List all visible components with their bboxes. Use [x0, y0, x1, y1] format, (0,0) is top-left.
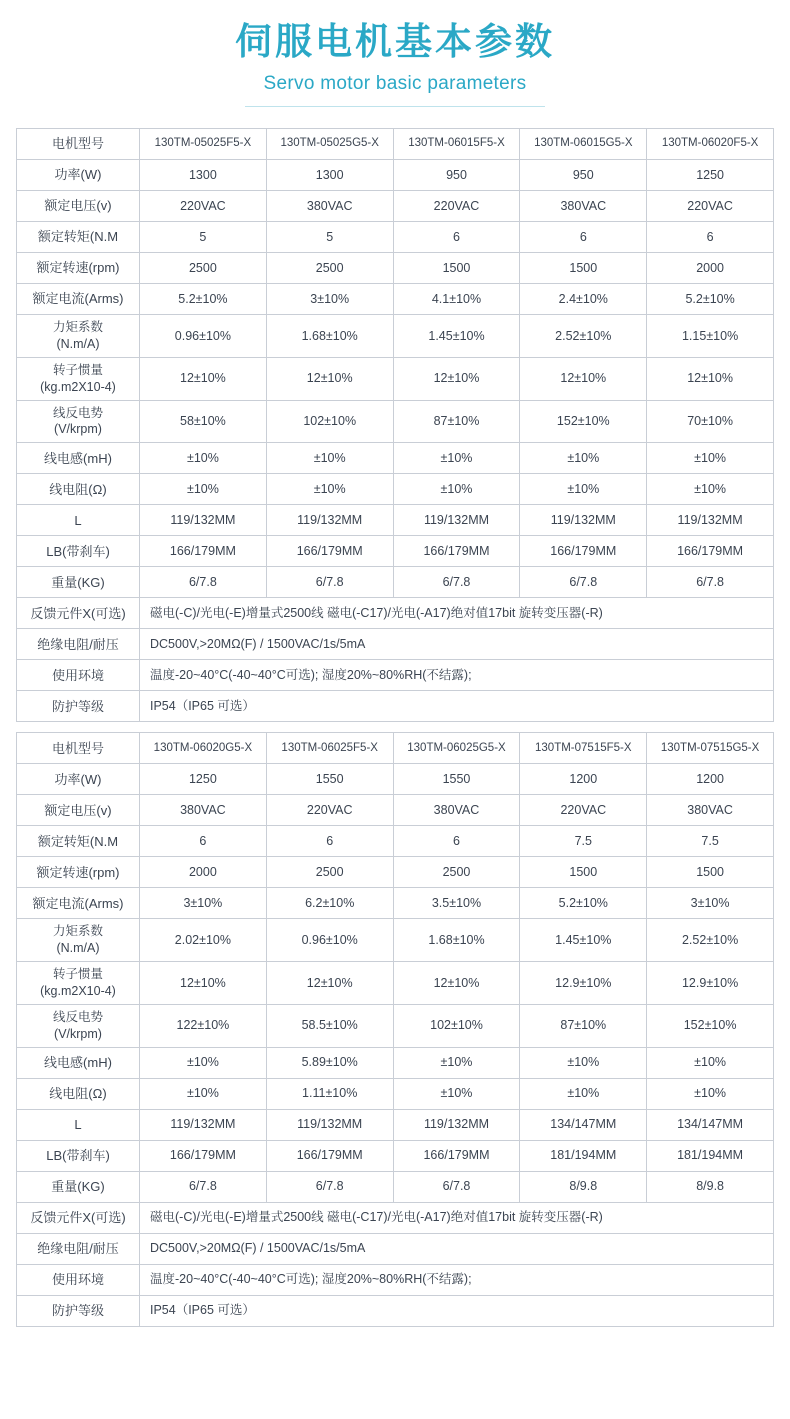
- cell-inductance-2: 5.89±10%: [266, 1047, 393, 1078]
- cell-inductance-3: ±10%: [393, 1047, 520, 1078]
- cell-current-5: 3±10%: [647, 888, 774, 919]
- cell-inertia-4: 12±10%: [520, 357, 647, 400]
- row-label-line-1: 线反电势: [52, 405, 103, 420]
- cell-voltage-5: 220VAC: [647, 191, 774, 222]
- cell-model-5: 130TM-06020F5-X: [647, 129, 774, 160]
- cell-power-2: 1300: [266, 160, 393, 191]
- cell-voltage-4: 380VAC: [520, 191, 647, 222]
- row-label-line-2: (kg.m2X10-4): [40, 983, 116, 998]
- row-label-weight: 重量(KG): [17, 567, 140, 598]
- cell-model-3: 130TM-06015F5-X: [393, 129, 520, 160]
- row-label-torque-coefficient: [17, 919, 140, 962]
- cell-torque-coef-3: 1.45±10%: [393, 315, 520, 358]
- cell-length-brake-5: 166/179MM: [647, 536, 774, 567]
- cell-weight-2: 6/7.8: [266, 1171, 393, 1202]
- cell-current-3: 3.5±10%: [393, 888, 520, 919]
- row-label-line-2: (V/krpm): [54, 422, 102, 437]
- table-row: [17, 691, 774, 722]
- cell-insulation: DC500V,>20MΩ(F) / 1500VAC/1s/5mA: [140, 1233, 774, 1264]
- page-title-en: Servo motor basic parameters: [263, 73, 527, 95]
- cell-current-5: 5.2±10%: [647, 284, 774, 315]
- cell-feedback: 磁电(-C)/光电(-E)增量式2500线 磁电(-C17)/光电(-A17)绝对值17bit 旋转变压器(-R): [140, 598, 774, 629]
- cell-length-2: 119/132MM: [266, 505, 393, 536]
- cell-resistance-3: ±10%: [393, 1078, 520, 1109]
- cell-length-5: 134/147MM: [647, 1109, 774, 1140]
- cell-torque-5: 7.5: [647, 826, 774, 857]
- cell-inertia-1: 12±10%: [140, 357, 267, 400]
- cell-resistance-4: ±10%: [520, 1078, 647, 1109]
- cell-weight-4: 8/9.8: [520, 1171, 647, 1202]
- row-label-line-2: (V/krpm): [54, 1026, 102, 1041]
- row-label-environment: 使用环境: [17, 1264, 140, 1295]
- cell-torque-coef-2: 1.68±10%: [266, 315, 393, 358]
- row-label-insulation: 绝缘电阻/耐压: [17, 629, 140, 660]
- cell-weight-1: 6/7.8: [140, 1171, 267, 1202]
- cell-length-1: 119/132MM: [140, 1109, 267, 1140]
- cell-length-brake-5: 181/194MM: [647, 1140, 774, 1171]
- table-row: [17, 962, 774, 1005]
- cell-power-3: 950: [393, 160, 520, 191]
- cell-bemf-1: 58±10%: [140, 400, 267, 443]
- cell-voltage-1: 220VAC: [140, 191, 267, 222]
- table-row: [17, 536, 774, 567]
- table-row: [17, 191, 774, 222]
- row-label-insulation: 绝缘电阻/耐压: [17, 1233, 140, 1264]
- row-label-line-2: (N.m/A): [56, 336, 100, 351]
- row-label-model: 电机型号: [17, 733, 140, 764]
- cell-current-1: 3±10%: [140, 888, 267, 919]
- table-row: [17, 400, 774, 443]
- row-label-model: 电机型号: [17, 129, 140, 160]
- cell-voltage-5: 380VAC: [647, 795, 774, 826]
- table-row: [17, 1233, 774, 1264]
- cell-inertia-4: 12.9±10%: [520, 962, 647, 1005]
- table-row: [17, 1140, 774, 1171]
- table-row: [17, 826, 774, 857]
- row-label-line-2: (N.m/A): [56, 941, 100, 956]
- cell-torque-coef-3: 1.68±10%: [393, 919, 520, 962]
- row-label-torque-coefficient: [17, 315, 140, 358]
- cell-power-1: 1300: [140, 160, 267, 191]
- cell-resistance-1: ±10%: [140, 474, 267, 505]
- table-row: [17, 1171, 774, 1202]
- cell-torque-1: 5: [140, 222, 267, 253]
- cell-length-5: 119/132MM: [647, 505, 774, 536]
- cell-length-2: 119/132MM: [266, 1109, 393, 1140]
- table-row: [17, 919, 774, 962]
- cell-inertia-2: 12±10%: [266, 357, 393, 400]
- cell-torque-1: 6: [140, 826, 267, 857]
- cell-torque-coef-5: 1.15±10%: [647, 315, 774, 358]
- spec-table-1: [16, 128, 774, 722]
- table-row: [17, 1264, 774, 1295]
- cell-speed-5: 1500: [647, 857, 774, 888]
- cell-length-brake-2: 166/179MM: [266, 1140, 393, 1171]
- table-row: [17, 1295, 774, 1326]
- cell-speed-4: 1500: [520, 253, 647, 284]
- row-label-bemf: [17, 1004, 140, 1047]
- table-row: [17, 284, 774, 315]
- table-row: [17, 660, 774, 691]
- cell-torque-coef-5: 2.52±10%: [647, 919, 774, 962]
- cell-resistance-4: ±10%: [520, 474, 647, 505]
- cell-bemf-5: 152±10%: [647, 1004, 774, 1047]
- cell-current-1: 5.2±10%: [140, 284, 267, 315]
- row-label-line-1: 转子惯量: [52, 967, 103, 982]
- cell-length-brake-2: 166/179MM: [266, 536, 393, 567]
- table-row: [17, 1202, 774, 1233]
- cell-model-5: 130TM-07515G5-X: [647, 733, 774, 764]
- row-label-line-2: (kg.m2X10-4): [40, 379, 116, 394]
- cell-insulation: DC500V,>20MΩ(F) / 1500VAC/1s/5mA: [140, 629, 774, 660]
- table-row: [17, 253, 774, 284]
- cell-model-2: 130TM-05025G5-X: [266, 129, 393, 160]
- table-row: [17, 795, 774, 826]
- cell-inertia-3: 12±10%: [393, 962, 520, 1005]
- cell-weight-3: 6/7.8: [393, 1171, 520, 1202]
- row-label-length: L: [17, 1109, 140, 1140]
- cell-inertia-1: 12±10%: [140, 962, 267, 1005]
- cell-torque-coef-1: 2.02±10%: [140, 919, 267, 962]
- page-title-cn: 伺服电机基本参数: [235, 21, 555, 62]
- cell-weight-5: 6/7.8: [647, 567, 774, 598]
- cell-length-brake-4: 181/194MM: [520, 1140, 647, 1171]
- cell-torque-2: 5: [266, 222, 393, 253]
- title-divider: [245, 106, 545, 107]
- spec-table-2: [16, 732, 774, 1326]
- cell-protection: IP54（IP65 可选）: [140, 691, 774, 722]
- cell-length-brake-4: 166/179MM: [520, 536, 647, 567]
- cell-power-4: 950: [520, 160, 647, 191]
- cell-power-1: 1250: [140, 764, 267, 795]
- row-label-power: 功率(W): [17, 160, 140, 191]
- cell-inductance-1: ±10%: [140, 443, 267, 474]
- cell-torque-5: 6: [647, 222, 774, 253]
- cell-length-brake-3: 166/179MM: [393, 1140, 520, 1171]
- cell-inductance-3: ±10%: [393, 443, 520, 474]
- cell-bemf-5: 70±10%: [647, 400, 774, 443]
- cell-resistance-3: ±10%: [393, 474, 520, 505]
- cell-power-5: 1250: [647, 160, 774, 191]
- table-row: [17, 567, 774, 598]
- row-label-protection: 防护等级: [17, 691, 140, 722]
- cell-weight-3: 6/7.8: [393, 567, 520, 598]
- cell-current-4: 2.4±10%: [520, 284, 647, 315]
- row-label-inductance: 线电感(mH): [17, 1047, 140, 1078]
- table-row: [17, 160, 774, 191]
- table-row: [17, 357, 774, 400]
- cell-inductance-4: ±10%: [520, 1047, 647, 1078]
- cell-bemf-2: 102±10%: [266, 400, 393, 443]
- cell-resistance-5: ±10%: [647, 474, 774, 505]
- cell-torque-2: 6: [266, 826, 393, 857]
- cell-inductance-1: ±10%: [140, 1047, 267, 1078]
- cell-speed-4: 1500: [520, 857, 647, 888]
- cell-voltage-1: 380VAC: [140, 795, 267, 826]
- cell-torque-coef-4: 2.52±10%: [520, 315, 647, 358]
- row-label-line-1: 线反电势: [52, 1009, 103, 1024]
- table-row: [17, 1047, 774, 1078]
- cell-current-3: 4.1±10%: [393, 284, 520, 315]
- table-row: [17, 474, 774, 505]
- cell-speed-1: 2500: [140, 253, 267, 284]
- row-label-line-1: 力矩系数: [52, 924, 103, 939]
- cell-bemf-1: 122±10%: [140, 1004, 267, 1047]
- table-row: [17, 505, 774, 536]
- cell-resistance-2: 1.11±10%: [266, 1078, 393, 1109]
- row-label-line-1: 转子惯量: [52, 362, 103, 377]
- cell-length-4: 119/132MM: [520, 505, 647, 536]
- cell-torque-coef-4: 1.45±10%: [520, 919, 647, 962]
- cell-bemf-2: 58.5±10%: [266, 1004, 393, 1047]
- row-label-resistance: 线电阻(Ω): [17, 1078, 140, 1109]
- cell-length-brake-1: 166/179MM: [140, 536, 267, 567]
- table-row: [17, 764, 774, 795]
- page-header: [16, 0, 774, 107]
- row-label-torque: 额定转矩(N.M: [17, 826, 140, 857]
- table-row: [17, 888, 774, 919]
- cell-inertia-5: 12.9±10%: [647, 962, 774, 1005]
- cell-power-3: 1550: [393, 764, 520, 795]
- cell-model-4: 130TM-06015G5-X: [520, 129, 647, 160]
- table-row: [17, 1004, 774, 1047]
- row-label-weight: 重量(KG): [17, 1171, 140, 1202]
- cell-length-3: 119/132MM: [393, 1109, 520, 1140]
- table-row: [17, 629, 774, 660]
- cell-voltage-3: 220VAC: [393, 191, 520, 222]
- row-label-bemf: [17, 400, 140, 443]
- cell-weight-2: 6/7.8: [266, 567, 393, 598]
- row-label-speed: 额定转速(rpm): [17, 253, 140, 284]
- cell-torque-coef-1: 0.96±10%: [140, 315, 267, 358]
- table-row: [17, 598, 774, 629]
- cell-voltage-3: 380VAC: [393, 795, 520, 826]
- table-row: [17, 733, 774, 764]
- cell-inertia-2: 12±10%: [266, 962, 393, 1005]
- table-row: [17, 315, 774, 358]
- row-label-length: L: [17, 505, 140, 536]
- cell-length-brake-3: 166/179MM: [393, 536, 520, 567]
- table-row: [17, 1109, 774, 1140]
- cell-length-brake-1: 166/179MM: [140, 1140, 267, 1171]
- cell-length-3: 119/132MM: [393, 505, 520, 536]
- cell-inductance-5: ±10%: [647, 1047, 774, 1078]
- cell-speed-3: 1500: [393, 253, 520, 284]
- cell-current-2: 3±10%: [266, 284, 393, 315]
- cell-bemf-3: 102±10%: [393, 1004, 520, 1047]
- cell-inertia-5: 12±10%: [647, 357, 774, 400]
- cell-inductance-5: ±10%: [647, 443, 774, 474]
- row-label-current: 额定电流(Arms): [17, 888, 140, 919]
- row-label-environment: 使用环境: [17, 660, 140, 691]
- row-label-voltage: 额定电压(v): [17, 191, 140, 222]
- table-row: [17, 222, 774, 253]
- cell-weight-5: 8/9.8: [647, 1171, 774, 1202]
- cell-resistance-5: ±10%: [647, 1078, 774, 1109]
- table-row: [17, 1078, 774, 1109]
- row-label-inertia: [17, 962, 140, 1005]
- table-row: [17, 857, 774, 888]
- row-label-current: 额定电流(Arms): [17, 284, 140, 315]
- cell-bemf-3: 87±10%: [393, 400, 520, 443]
- cell-voltage-2: 220VAC: [266, 795, 393, 826]
- cell-torque-4: 6: [520, 222, 647, 253]
- cell-protection: IP54（IP65 可选）: [140, 1295, 774, 1326]
- cell-model-4: 130TM-07515F5-X: [520, 733, 647, 764]
- row-label-length-brake: LB(带刹车): [17, 1140, 140, 1171]
- cell-inertia-3: 12±10%: [393, 357, 520, 400]
- row-label-feedback: 反馈元件X(可选): [17, 598, 140, 629]
- cell-environment: 温度-20~40°C(-40~40°C可选); 湿度20%~80%RH(不结露);: [140, 1264, 774, 1295]
- cell-model-1: 130TM-05025F5-X: [140, 129, 267, 160]
- row-label-power: 功率(W): [17, 764, 140, 795]
- cell-model-3: 130TM-06025G5-X: [393, 733, 520, 764]
- row-label-resistance: 线电阻(Ω): [17, 474, 140, 505]
- cell-speed-5: 2000: [647, 253, 774, 284]
- row-label-protection: 防护等级: [17, 1295, 140, 1326]
- cell-bemf-4: 87±10%: [520, 1004, 647, 1047]
- cell-current-4: 5.2±10%: [520, 888, 647, 919]
- cell-model-2: 130TM-06025F5-X: [266, 733, 393, 764]
- cell-power-4: 1200: [520, 764, 647, 795]
- cell-inductance-4: ±10%: [520, 443, 647, 474]
- cell-torque-coef-2: 0.96±10%: [266, 919, 393, 962]
- cell-power-2: 1550: [266, 764, 393, 795]
- cell-speed-1: 2000: [140, 857, 267, 888]
- cell-power-5: 1200: [647, 764, 774, 795]
- row-label-feedback: 反馈元件X(可选): [17, 1202, 140, 1233]
- row-label-inductance: 线电感(mH): [17, 443, 140, 474]
- cell-weight-1: 6/7.8: [140, 567, 267, 598]
- table-row: [17, 129, 774, 160]
- cell-resistance-1: ±10%: [140, 1078, 267, 1109]
- cell-current-2: 6.2±10%: [266, 888, 393, 919]
- row-label-line-1: 力矩系数: [52, 320, 103, 335]
- cell-torque-4: 7.5: [520, 826, 647, 857]
- row-label-length-brake: LB(带刹车): [17, 536, 140, 567]
- cell-inductance-2: ±10%: [266, 443, 393, 474]
- cell-model-1: 130TM-06020G5-X: [140, 733, 267, 764]
- cell-resistance-2: ±10%: [266, 474, 393, 505]
- cell-speed-3: 2500: [393, 857, 520, 888]
- cell-voltage-4: 220VAC: [520, 795, 647, 826]
- table-row: [17, 443, 774, 474]
- cell-torque-3: 6: [393, 826, 520, 857]
- cell-bemf-4: 152±10%: [520, 400, 647, 443]
- row-label-speed: 额定转速(rpm): [17, 857, 140, 888]
- row-label-voltage: 额定电压(v): [17, 795, 140, 826]
- row-label-inertia: [17, 357, 140, 400]
- cell-speed-2: 2500: [266, 857, 393, 888]
- cell-environment: 温度-20~40°C(-40~40°C可选); 湿度20%~80%RH(不结露);: [140, 660, 774, 691]
- row-label-torque: 额定转矩(N.M: [17, 222, 140, 253]
- cell-length-1: 119/132MM: [140, 505, 267, 536]
- cell-length-4: 134/147MM: [520, 1109, 647, 1140]
- cell-voltage-2: 380VAC: [266, 191, 393, 222]
- cell-torque-3: 6: [393, 222, 520, 253]
- cell-feedback: 磁电(-C)/光电(-E)增量式2500线 磁电(-C17)/光电(-A17)绝对值17bit 旋转变压器(-R): [140, 1202, 774, 1233]
- cell-speed-2: 2500: [266, 253, 393, 284]
- cell-weight-4: 6/7.8: [520, 567, 647, 598]
